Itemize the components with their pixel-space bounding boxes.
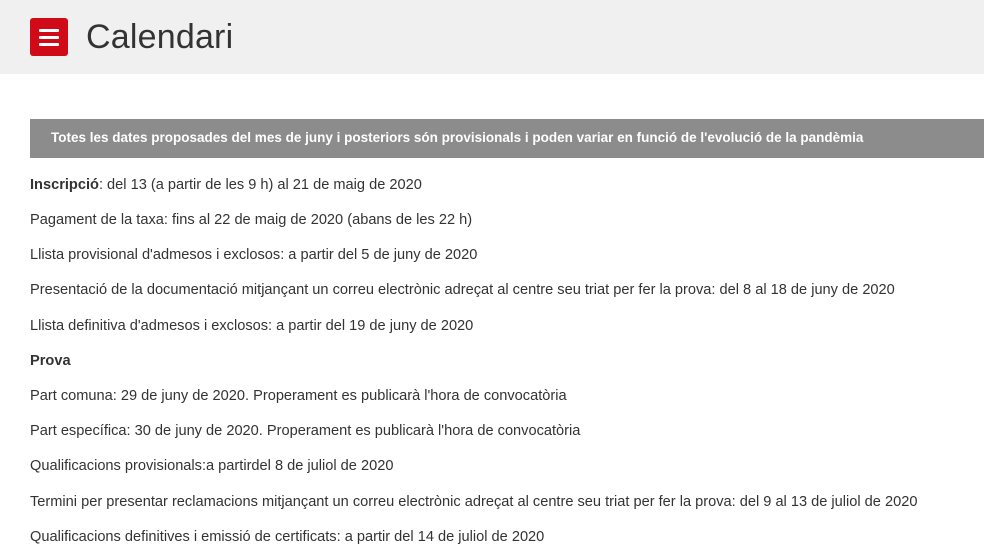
calendar-lines-list (30, 176, 954, 547)
calendar-line (30, 493, 954, 513)
calendar-line (30, 317, 954, 337)
calendar-line-text: Qualificacions provisionals:a partirdel 8 de juliol de 2020 (30, 458, 394, 475)
calendar-line-text: : del 13 (a partir de les 9 h) al 21 de maig de 2020 (98, 176, 422, 193)
calendar-line-text: Termini per presentar reclamacions mitjançant un correu electrònic adreçat al centre seu triat per fer la prova: del 9 al 13 de juliol de 2020 (30, 493, 918, 510)
calendar-line (30, 422, 954, 442)
calendar-line (30, 457, 954, 477)
calendar-line (30, 246, 954, 266)
menu-bar-top (39, 29, 59, 32)
page-title: Calendari (86, 18, 234, 56)
calendar-line (30, 387, 954, 407)
calendar-line-text: Presentació de la documentació mitjançant un correu electrònic adreçat al centre seu triat per fer la prova: del 8 al 18 de juny de 2020 (30, 282, 895, 299)
calendar-line (30, 528, 954, 547)
calendar-line (30, 281, 954, 301)
hamburger-menu-icon[interactable] (30, 18, 68, 56)
menu-bar-bottom (39, 43, 59, 46)
calendar-line (30, 211, 954, 231)
calendar-line (30, 352, 954, 372)
calendar-line (30, 176, 954, 196)
calendar-line-text: Llista provisional d'admesos i exclosos: a partir del 5 de juny de 2020 (30, 247, 478, 264)
calendar-line-text: Pagament de la taxa: fins al 22 de maig de 2020 (abans de les 22 h) (30, 212, 473, 229)
page-content (0, 119, 984, 547)
notice-banner: Totes les dates proposades del mes de juny i posteriors són provisionals i poden variar en funció de l'evolució de la pandèmia (30, 119, 984, 158)
calendar-line-text: Part comuna: 29 de juny de 2020. Properament es publicarà l'hora de convocatòria (30, 388, 567, 404)
page-header (0, 0, 984, 74)
calendar-line-label: Inscripció (30, 176, 99, 193)
calendar-line-text: Llista definitiva d'admesos i exclosos: a partir del 19 de juny de 2020 (30, 317, 474, 334)
menu-bar-middle (39, 36, 59, 39)
calendar-line-text: Qualificacions definitives i emissió de certificats: a partir del 14 de juliol de 2020 (30, 528, 545, 545)
calendar-line-text: Part específica: 30 de juny de 2020. Properament es publicarà l'hora de convocatòria (30, 423, 581, 440)
calendar-line-label: Prova (30, 352, 71, 369)
